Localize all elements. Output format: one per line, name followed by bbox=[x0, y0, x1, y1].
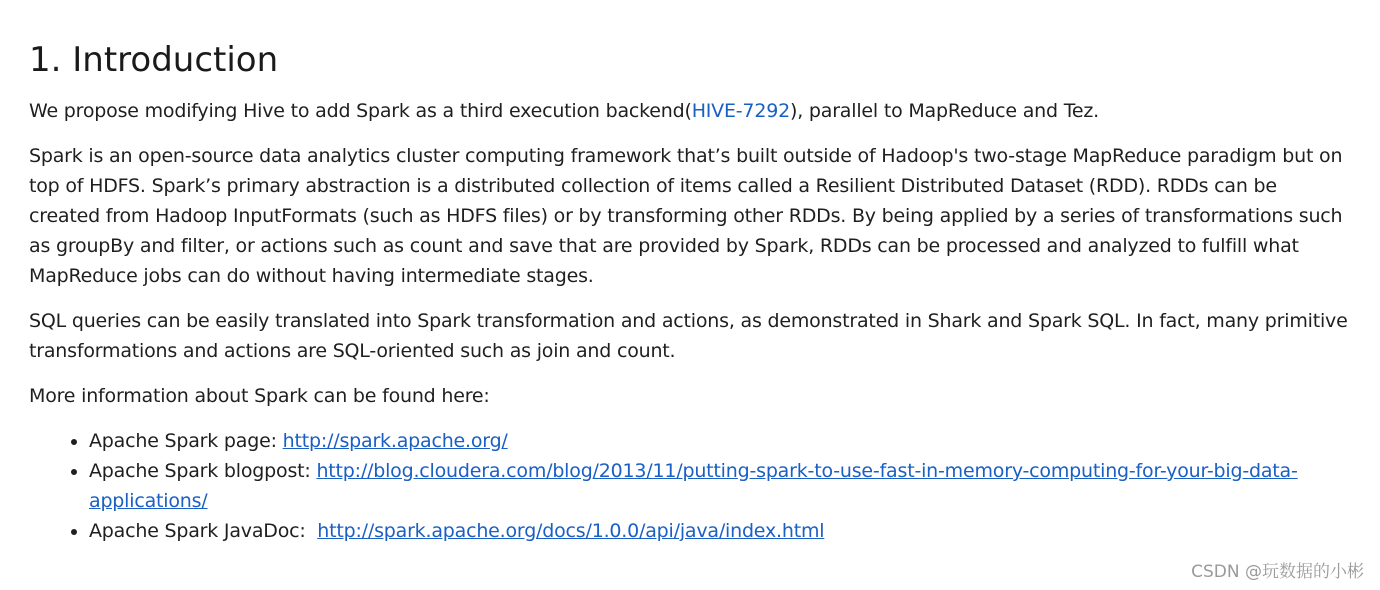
link-label: Apache Spark JavaDoc: bbox=[89, 520, 318, 542]
section-title: 1. Introduction bbox=[29, 40, 279, 80]
sql-paragraph: SQL queries can be easily translated into Spark transformation and actions, as demonstrated in Shark and Spark SQL. In fact, many primitive transformations and actions are SQL-oriented such as join and count. bbox=[29, 310, 1348, 362]
page-content bbox=[29, 38, 1349, 546]
list-item bbox=[89, 456, 1349, 516]
more-info-paragraph: More information about Spark can be found here: bbox=[29, 385, 490, 407]
intro-text-after: ), parallel to MapReduce and Tez. bbox=[790, 100, 1100, 122]
csdn-watermark: CSDN @玩数据的小彬 bbox=[1191, 562, 1364, 582]
spark-javadoc-link[interactable]: http://spark.apache.org/docs/1.0.0/api/java/index.html bbox=[317, 520, 825, 542]
link-label: Apache Spark page: bbox=[89, 430, 283, 452]
list-item bbox=[89, 426, 1349, 456]
list-item bbox=[89, 516, 1349, 546]
intro-paragraph bbox=[29, 96, 1349, 126]
spark-page-link[interactable]: http://spark.apache.org/ bbox=[282, 430, 508, 452]
intro-text-before: We propose modifying Hive to add Spark as a third execution backend( bbox=[29, 100, 692, 122]
spark-blogpost-link[interactable]: http://blog.cloudera.com/blog/2013/11/putting-spark-to-use-fast-in-memory-computing-for-your-big-data-applications/ bbox=[89, 460, 1298, 512]
spark-description-paragraph: Spark is an open-source data analytics cluster computing framework that’s built outside of Hadoop's two-stage MapReduce paradigm but on top of HDFS. Spark’s primary abstraction is a distributed collection of items called a Resilient Distributed Dataset (RDD). RDDs can be created from Hadoop InputFormats (such as HDFS files) or by transforming other RDDs. By being applied by a series of transformations such as groupBy and filter, or actions such as count and save that are provided by Spark, RDDs can be processed and analyzed to fulfill what MapReduce jobs can do without having intermediate stages. bbox=[29, 145, 1343, 287]
hive-issue-link[interactable]: HIVE-7292 bbox=[691, 100, 790, 122]
spark-links-list bbox=[29, 426, 1349, 546]
link-label: Apache Spark blogpost: bbox=[89, 460, 317, 482]
